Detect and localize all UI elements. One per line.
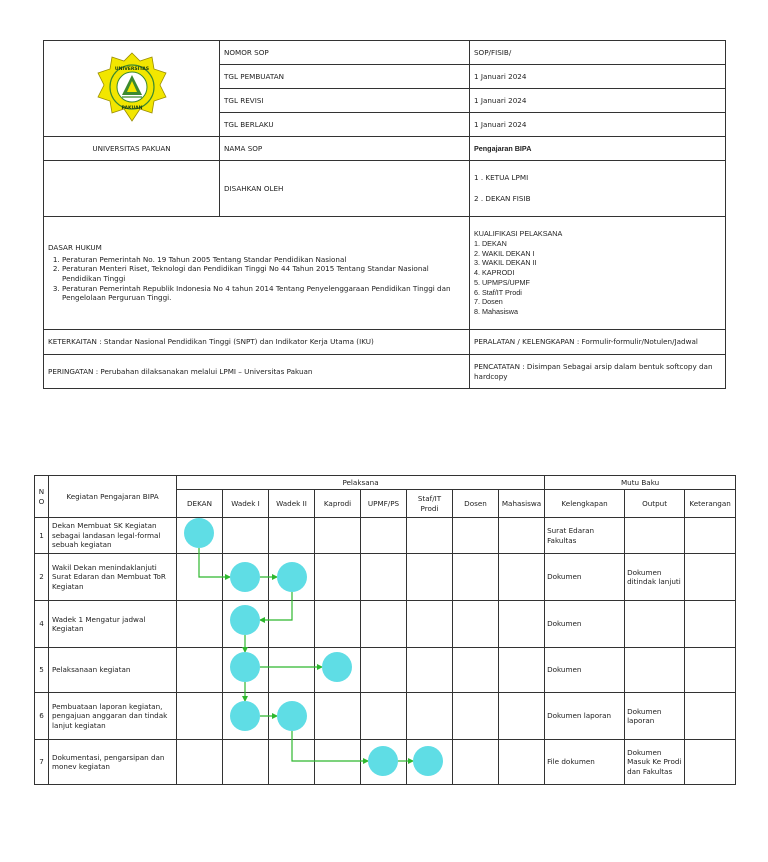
sop-header-table	[43, 40, 726, 389]
peringatan-cell: PERINGATAN : Perubahan dilaksanakan melalui LPMI – Universitas Pakuan	[44, 355, 470, 389]
actor-header: Wadek II	[269, 490, 315, 518]
keterangan-cell	[685, 693, 736, 740]
table-row	[35, 601, 736, 648]
actor-cell	[223, 518, 269, 554]
university-name: UNIVERSITAS PAKUAN	[44, 137, 220, 161]
mutu-baku-header: Mutu Baku	[545, 476, 736, 490]
mutu-col-header: Kelengkapan	[545, 490, 625, 518]
tgl-pembuatan-value: 1 Januari 2024	[470, 65, 726, 89]
tgl-revisi-value: 1 Januari 2024	[470, 89, 726, 113]
tgl-berlaku-value: 1 Januari 2024	[470, 113, 726, 137]
kualifikasi-item: 2. WAKIL DEKAN I	[474, 248, 535, 258]
mutu-col-header: Keterangan	[685, 490, 736, 518]
output-cell: Dokumen ditindak lanjuti	[625, 554, 685, 601]
activity-cell: Wadek 1 Mengatur jadwal Kegiatan	[49, 601, 177, 648]
keterangan-cell	[685, 601, 736, 648]
logo-text-top: UNIVERSITAS	[114, 67, 149, 73]
nomor-sop-value: SOP/FISIB/	[470, 41, 726, 65]
actor-cell	[499, 518, 545, 554]
actor-header: DEKAN	[177, 490, 223, 518]
nama-sop-value: Pengajaran BIPA	[470, 137, 726, 161]
actor-cell	[177, 601, 223, 648]
actor-cell	[315, 740, 361, 785]
activity-cell: Dekan Membuat SK Kegiatan sebagai landasan legal-formal sebuah kegiatan	[49, 518, 177, 554]
no-header: N O	[35, 476, 49, 518]
actor-cell	[407, 740, 453, 785]
actor-cell	[223, 740, 269, 785]
peralatan-cell: PERALATAN / KELENGKAPAN : Formulir-formulir/Notulen/Jadwal	[470, 330, 726, 355]
actor-cell	[177, 518, 223, 554]
table-row	[35, 518, 736, 554]
actor-cell	[177, 554, 223, 601]
flow-table-body	[35, 518, 736, 785]
actor-header: Staf/IT Prodi	[407, 490, 453, 518]
actor-header: Dosen	[453, 490, 499, 518]
activity-cell: Pelaksanaan kegiatan	[49, 648, 177, 693]
disahkan-item: 1 . KETUA LPMI	[474, 173, 529, 183]
actor-cell	[407, 601, 453, 648]
keterangan-cell	[685, 518, 736, 554]
actor-cell	[223, 693, 269, 740]
output-cell: Dokumen Masuk Ke Prodi dan Fakultas	[625, 740, 685, 785]
kualifikasi-title: KUALIFIKASI PELAKSANA	[474, 229, 563, 239]
actor-cell	[177, 740, 223, 785]
row-number: 6	[35, 693, 49, 740]
dasar-hukum-item: 1. Peraturan Pemerintah No. 19 Tahun 2005 Tentang Standar Pendidikan Nasional	[62, 255, 465, 265]
actor-cell	[315, 693, 361, 740]
actor-cell	[499, 554, 545, 601]
tgl-berlaku-label: TGL BERLAKU	[220, 113, 470, 137]
actor-cell	[499, 648, 545, 693]
kualifikasi-item: 7. Dosen	[474, 297, 503, 307]
logo-cell	[44, 41, 220, 137]
dasar-hukum-list	[48, 255, 465, 304]
actor-cell	[499, 693, 545, 740]
actor-cell	[361, 601, 407, 648]
actor-cell	[269, 648, 315, 693]
actor-cell	[223, 554, 269, 601]
actor-cell	[361, 648, 407, 693]
kualifikasi-item: 5. UPMPS/UPMF	[474, 277, 530, 287]
table-row	[35, 740, 736, 785]
actor-cell	[177, 693, 223, 740]
actor-cell	[315, 601, 361, 648]
actor-header: Wadek I	[223, 490, 269, 518]
actor-cell	[453, 693, 499, 740]
disahkan-item: 2 . DEKAN FISIB	[474, 194, 531, 203]
actor-cell	[499, 740, 545, 785]
actor-cell	[223, 648, 269, 693]
kualifikasi-item: 4. KAPRODI	[474, 268, 515, 278]
row-number: 1	[35, 518, 49, 554]
actor-cell	[223, 601, 269, 648]
pencatatan-cell: PENCATATAN : Disimpan Sebagai arsip dalam bentuk softcopy dan hardcopy	[470, 355, 726, 389]
actor-cell	[315, 648, 361, 693]
nomor-sop-label: NOMOR SOP	[220, 41, 470, 65]
actor-cell	[269, 554, 315, 601]
actor-cell	[361, 518, 407, 554]
actor-cell	[453, 648, 499, 693]
kualifikasi-item: 3. WAKIL DEKAN II	[474, 258, 537, 268]
activity-cell: Wakil Dekan menindaklanjuti Surat Edaran dan Membuat ToR Kegiatan	[49, 554, 177, 601]
actor-cell	[361, 554, 407, 601]
tgl-revisi-label: TGL REVISI	[220, 89, 470, 113]
kelengkapan-cell: Dokumen laporan	[545, 693, 625, 740]
dasar-hukum-cell	[44, 217, 470, 330]
actor-cell	[315, 518, 361, 554]
actor-cell	[407, 693, 453, 740]
actor-cell	[361, 693, 407, 740]
mutu-col-header: Output	[625, 490, 685, 518]
keterangan-cell	[685, 554, 736, 601]
logo-text-bottom: PAKUAN	[121, 106, 142, 112]
kualifikasi-item: 1. DEKAN	[474, 238, 507, 248]
actor-cell	[407, 648, 453, 693]
actor-header: UPMF/PS	[361, 490, 407, 518]
dasar-hukum-title: DASAR HUKUM	[48, 242, 102, 252]
actor-cell	[269, 740, 315, 785]
output-cell	[625, 518, 685, 554]
disahkan-label: DISAHKAN OLEH	[220, 161, 470, 217]
actor-header: Mahasiswa	[499, 490, 545, 518]
actor-cell	[453, 518, 499, 554]
activity-cell: Dokumentasi, pengarsipan dan monev kegiatan	[49, 740, 177, 785]
row-number: 4	[35, 601, 49, 648]
actor-cell	[453, 601, 499, 648]
kualifikasi-cell	[470, 217, 726, 330]
actor-cell	[269, 518, 315, 554]
actor-cell	[269, 601, 315, 648]
keterangan-cell	[685, 648, 736, 693]
dasar-hukum-item: 3. Peraturan Pemerintah Republik Indonesia No 4 tahun 2014 Tentang Penyelenggaraan Pendidikan Tinggi dan Pengelolaan Perguruan Tinggi.	[62, 284, 465, 303]
activity-cell: Pembuataan laporan kegiatan, pengajuan anggaran dan tindak lanjut kegiatan	[49, 693, 177, 740]
university-logo	[96, 51, 168, 123]
table-row	[35, 648, 736, 693]
actor-header: Kaprodi	[315, 490, 361, 518]
nama-sop-label: NAMA SOP	[220, 137, 470, 161]
kelengkapan-cell: Surat Edaran Fakultas	[545, 518, 625, 554]
kelengkapan-cell: Dokumen	[545, 601, 625, 648]
dasar-hukum-item: 2. Peraturan Menteri Riset, Teknologi dan Pendidikan Tinggi No 44 Tahun 2015 Tentang Standar Nasional Pendidikan Tinggi	[62, 264, 465, 283]
kualifikasi-item: 6. Staf/IT Prodi	[474, 287, 522, 297]
actor-cell	[453, 554, 499, 601]
actor-cell	[315, 554, 361, 601]
row-number: 2	[35, 554, 49, 601]
actor-cell	[361, 740, 407, 785]
keterangan-cell	[685, 740, 736, 785]
row-number: 7	[35, 740, 49, 785]
tgl-pembuatan-label: TGL PEMBUATAN	[220, 65, 470, 89]
keterkaitan-cell: KETERKAITAN : Standar Nasional Pendidikan Tinggi (SNPT) dan Indikator Kerja Utama (IKU)	[44, 330, 470, 355]
output-cell	[625, 648, 685, 693]
actor-cell	[453, 740, 499, 785]
output-cell: Dokumen laporan	[625, 693, 685, 740]
row-number: 5	[35, 648, 49, 693]
kelengkapan-cell: Dokumen	[545, 648, 625, 693]
table-row	[35, 554, 736, 601]
flow-table	[34, 475, 736, 785]
empty-signature-cell	[44, 161, 220, 217]
table-row	[35, 693, 736, 740]
activity-header: Kegiatan Pengajaran BIPA	[49, 476, 177, 518]
actor-cell	[499, 601, 545, 648]
actor-cell	[407, 518, 453, 554]
kelengkapan-cell: Dokumen	[545, 554, 625, 601]
actor-cell	[407, 554, 453, 601]
kualifikasi-item: 8. Mahasiswa	[474, 307, 518, 317]
disahkan-list	[470, 161, 726, 217]
output-cell	[625, 601, 685, 648]
actor-cell	[269, 693, 315, 740]
actor-cell	[177, 648, 223, 693]
kelengkapan-cell: File dokumen	[545, 740, 625, 785]
pelaksana-header: Pelaksana	[177, 476, 545, 490]
